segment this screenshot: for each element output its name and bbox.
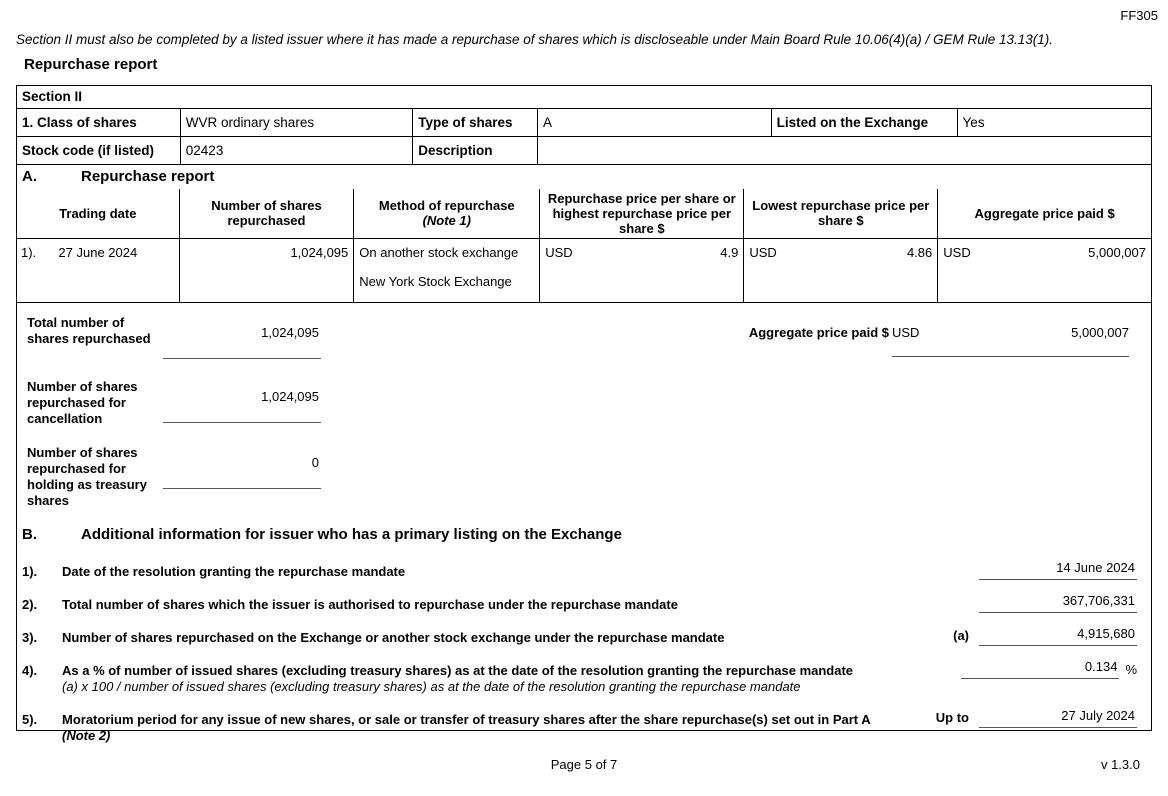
repurchase-table: [17, 189, 1151, 303]
col-price-low: Lowest repurchase price per share $: [744, 189, 938, 239]
section-b-letter: B.: [22, 526, 37, 543]
page-number: Page 5 of 7: [550, 757, 618, 772]
method-cell: [354, 238, 540, 302]
b-item-moratorium: [17, 707, 1151, 744]
row-number: 1).: [21, 244, 37, 260]
cancellation-shares-value: 1,024,095: [163, 379, 321, 423]
resolution-date-value: 14 June 2024: [979, 560, 1137, 580]
intro-note: Section II must also be completed by a listed issuer where it has made a repurchase of shares which is discloseable under Main Board Rule 10.06(4)(a) / GEM Rule 13.13(1).: [16, 32, 1054, 47]
aggregate-total-currency: USD: [892, 324, 920, 340]
method-line2: New York Stock Exchange: [359, 273, 512, 289]
b-item-number: 4).: [22, 662, 38, 678]
price-low-value: 4.86: [906, 244, 933, 260]
stock-code-value: 02423: [180, 136, 412, 164]
b-item-field: [979, 593, 1137, 613]
col-method-text: Method of repurchase: [378, 198, 515, 213]
b-item-authorised-shares: [17, 592, 1151, 613]
form-code: FF305: [1120, 8, 1158, 23]
class-of-shares-label: 1. Class of shares: [17, 108, 180, 136]
type-of-shares-value: A: [537, 108, 771, 136]
section-b-title: Additional information for issuer who has a primary listing on the Exchange: [81, 526, 622, 543]
price-high-value: 4.9: [720, 244, 739, 260]
col-number-of-shares: Number of shares repurchased: [179, 189, 354, 239]
percentage-value: 0.134: [961, 659, 1119, 679]
percent-sign: %: [1125, 661, 1137, 677]
version-label: v 1.3.0: [1100, 757, 1140, 772]
class-of-shares-row: [17, 108, 1151, 136]
col-method: [354, 189, 540, 239]
description-value: [537, 136, 1151, 164]
totals-section: [17, 303, 1151, 509]
listed-on-exchange-label: Listed on the Exchange: [771, 108, 957, 136]
col-aggregate-paid: Aggregate price paid $: [938, 189, 1151, 239]
treasury-shares-row: [17, 445, 1151, 509]
total-shares-label: Total number of shares repurchased: [27, 314, 151, 346]
aggregate-total: [749, 325, 1129, 357]
b-item-resolution-date: [17, 559, 1151, 580]
class-of-shares-value: WVR ordinary shares: [180, 108, 412, 136]
col-method-note: (Note 1): [422, 213, 471, 228]
stock-code-row: [17, 136, 1151, 164]
b-item-percentage: [17, 658, 1151, 695]
price-low-currency: USD: [749, 244, 777, 260]
b-item-formula-note: (a) x 100 / number of issued shares (excluding treasury shares) as at the date of the resolution granting the repurchase mandate: [62, 678, 801, 694]
trading-date-cell: [17, 238, 179, 302]
b-item-text-main: Moratorium period for any issue of new shares, or sale or transfer of treasury shares after the share repurchase(s) set out in Part A: [62, 711, 871, 727]
b-item-note2: (Note 2): [62, 727, 111, 743]
aggregate-paid-value: 5,000,007: [1088, 244, 1146, 260]
aggregate-total-field: [892, 325, 1129, 357]
section-a-title: Repurchase report: [81, 168, 215, 185]
aggregate-total-value: 5,000,007: [1071, 324, 1129, 340]
aggregate-paid-currency: USD: [943, 244, 971, 260]
b-item-number: 3).: [22, 629, 38, 645]
listed-on-exchange-value: Yes: [957, 108, 1151, 136]
section-b-items: [17, 559, 1151, 744]
section2-header: Section II: [17, 86, 1151, 108]
page-title: Repurchase report: [24, 56, 158, 73]
price-high-currency: USD: [545, 244, 573, 260]
total-shares-value: 1,024,095: [163, 315, 321, 359]
b-item-field: [936, 708, 1137, 728]
col-price-high: Repurchase price per share or highest repurchase price per share $: [540, 189, 744, 239]
price-high-cell: [540, 238, 744, 302]
b-item-field: [961, 659, 1137, 679]
aggregate-total-label: Aggregate price paid $: [748, 324, 889, 340]
b-item-text: Number of shares repurchased on the Exchange or another stock exchange under the repurchase mandate: [62, 629, 725, 645]
b-item-text-main: As a % of number of issued shares (excluding treasury shares) as at the date of the resolution granting the repurchase mandate: [62, 662, 854, 678]
section-a-heading: [17, 165, 1151, 189]
repurchased-under-mandate-value: 4,915,680: [979, 626, 1137, 646]
section2-header-row: [17, 86, 1151, 108]
description-label: Description: [413, 136, 538, 164]
up-to-label: Up to: [935, 709, 969, 725]
authorised-shares-value: 367,706,331: [979, 593, 1137, 613]
moratorium-date-value: 27 July 2024: [979, 708, 1137, 728]
b-item-number: 5).: [22, 711, 38, 727]
section2-table: [17, 86, 1151, 165]
b-item-prefix: (a): [953, 627, 969, 643]
method-line1: On another stock exchange: [359, 244, 519, 260]
cancellation-shares-label: Number of shares repurchased for cancellation: [27, 378, 138, 426]
col-trading-date: Trading date: [17, 189, 179, 239]
section-b-heading: [17, 523, 1151, 547]
repurchase-data-row: [17, 238, 1151, 302]
shares-repurchased-cell: 1,024,095: [179, 238, 354, 302]
b-item-field: [953, 626, 1137, 646]
section-a-letter: A.: [22, 168, 37, 185]
trading-date-value: 27 June 2024: [58, 244, 138, 260]
page-footer: [0, 757, 1168, 777]
treasury-shares-value: 0: [163, 445, 321, 489]
form-box: [16, 85, 1152, 743]
type-of-shares-label: Type of shares: [413, 108, 538, 136]
b-item-text: Date of the resolution granting the repurchase mandate: [62, 563, 406, 579]
b-item-number: 1).: [22, 563, 38, 579]
price-low-cell: [744, 238, 938, 302]
b-item-text: Total number of shares which the issuer is authorised to repurchase under the repurchase mandate: [62, 596, 678, 612]
repurchase-table-header-row: [17, 189, 1151, 239]
b-item-repurchased-under-mandate: [17, 625, 1151, 646]
cancellation-shares-row: [17, 379, 1151, 427]
treasury-shares-label: Number of shares repurchased for holding as treasury shares: [27, 444, 147, 508]
b-item-field: [979, 560, 1137, 580]
stock-code-label: Stock code (if listed): [17, 136, 180, 164]
aggregate-paid-cell: [938, 238, 1151, 302]
b-item-number: 2).: [22, 596, 38, 612]
